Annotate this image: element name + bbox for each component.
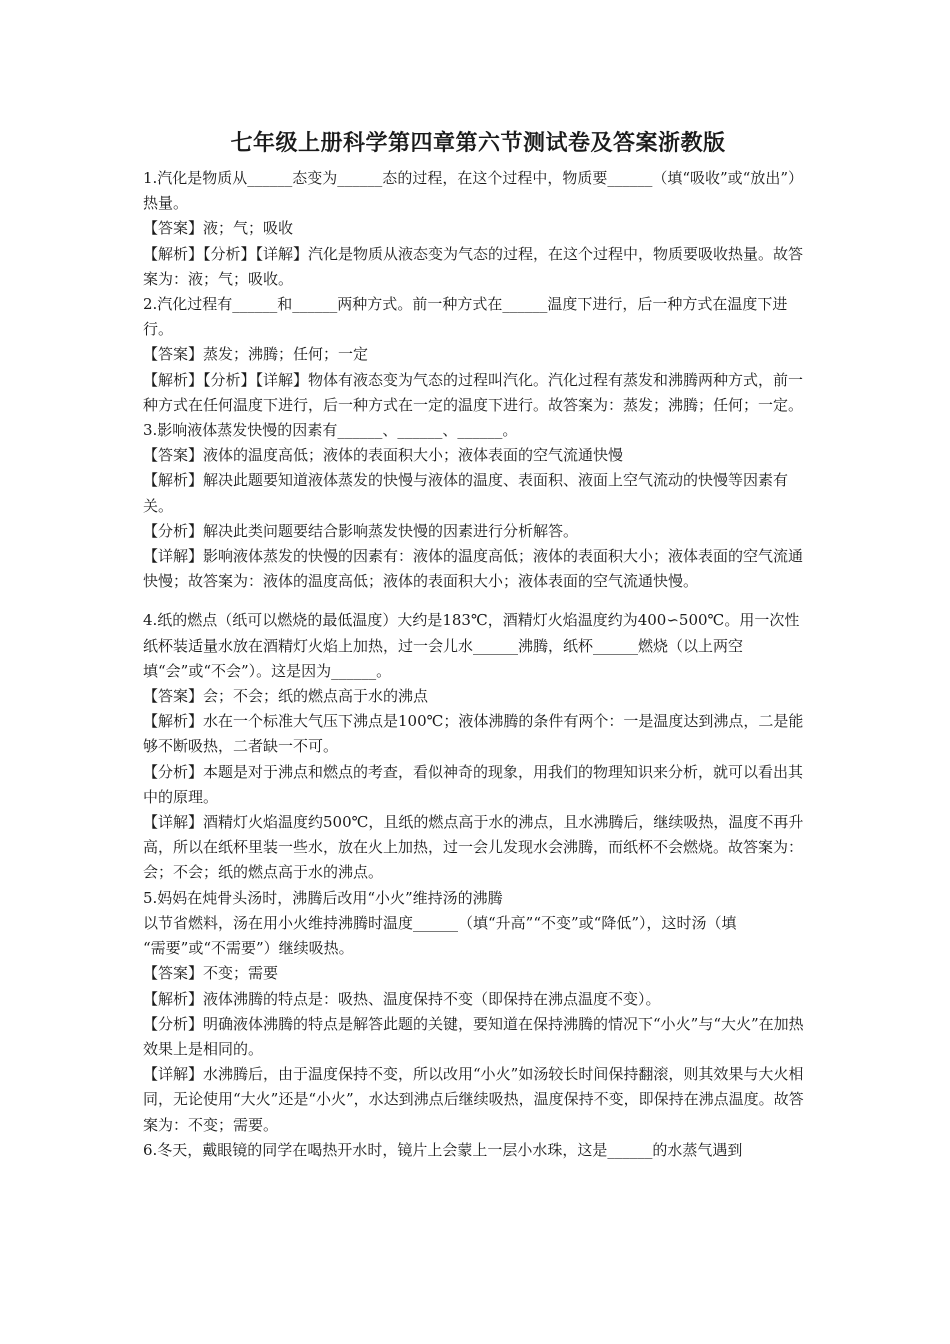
paragraph: 【答案】液；气；吸收 bbox=[143, 219, 294, 238]
paragraph: 【分析】本题是对于沸点和燃点的考查，看似神奇的现象，用我们的物理知识来分析，就可以看出其中的原理。 bbox=[143, 762, 804, 806]
paragraph: 【解析】水在一个标准大气压下沸点是100℃；液体沸腾的条件有两个：一是温度达到沸点，二是能够不断吸热，二者缺一不可。 bbox=[143, 712, 804, 756]
document-body bbox=[143, 166, 813, 1163]
paragraph bbox=[143, 594, 813, 608]
paragraph: “需要”或“不需要”）继续吸热。 bbox=[143, 939, 354, 958]
paragraph: 5.妈妈在炖骨头汤时，沸腾后改用“小火”维持汤的沸腾 bbox=[143, 888, 503, 907]
paragraph: 【详解】水沸腾后，由于温度保持不变，所以改用“小火”如汤较长时间保持翻滚，则其效果与大火相同，无论使用“大火”还是“小火”，水达到沸点后继续吸热，温度保持不变，即保持在沸点温度。故答案为：不变；需要。 bbox=[143, 1065, 804, 1134]
paragraph: 6.冬天，戴眼镜的同学在喝热开水时，镜片上会蒙上一层小水珠，这是______的水蒸气遇到 bbox=[143, 1140, 743, 1159]
paragraph: 3.影响液体蒸发快慢的因素有______、______、______。 bbox=[143, 421, 518, 440]
paragraph: 以节省燃料，汤在用小火维持沸腾时温度______（填“升高”“不变”或“降低”），这时汤（填 bbox=[143, 913, 737, 932]
paragraph: 【详解】酒精灯火焰温度约500℃，且纸的燃点高于水的沸点，且水沸腾后，继续吸热，温度不再升高，所以在纸杯里装一些水，放在火上加热，过一会儿发现水会沸腾，而纸杯不会燃烧。故答案为：会；不会；纸的燃点高于水的沸点。 bbox=[143, 813, 804, 882]
paragraph: 【解析】【分析】【详解】汽化是物质从液态变为气态的过程，在这个过程中，物质要吸收热量。故答案为：液；气；吸收。 bbox=[143, 244, 804, 288]
paragraph: 1.汽化是物质从______态变为______态的过程，在这个过程中，物质要______（填“吸收”或“放出”）热量。 bbox=[143, 169, 803, 213]
paragraph: 2.汽化过程有______和______两种方式。前一种方式在______温度下进行，后一种方式在温度下进行。 bbox=[143, 295, 788, 339]
paragraph: 4.纸的燃点（纸可以燃烧的最低温度）大约是183℃，酒精灯火焰温度约为400∽500℃。用一次性纸杯装适量水放在酒精灯火焰上加热，过一会儿水______沸腾，纸杯______燃烧（以上两空填“会”或“不会”）。这是因为______。 bbox=[143, 611, 800, 680]
paragraph: 【解析】解决此题要知道液体蒸发的快慢与液体的温度、表面积、液面上空气流动的快慢等因素有关。 bbox=[143, 471, 789, 515]
document-page bbox=[143, 128, 813, 1163]
paragraph: 【答案】不变；需要 bbox=[143, 964, 279, 983]
paragraph: 【解析】液体沸腾的特点是：吸热、温度保持不变（即保持在沸点温度不变）。 bbox=[143, 989, 661, 1008]
paragraph: 【答案】会；不会；纸的燃点高于水的沸点 bbox=[143, 687, 429, 706]
paragraph: 【解析】【分析】【详解】物体有液态变为气态的过程叫汽化。汽化过程有蒸发和沸腾两种方式，前一种方式在任何温度下进行，后一种方式在一定的温度下进行。故答案为：蒸发；沸腾；任何；一定。 bbox=[143, 370, 804, 414]
paragraph: 【详解】影响液体蒸发的快慢的因素有：液体的温度高低；液体的表面积大小；液体表面的空气流通快慢；故答案为：液体的温度高低；液体的表面积大小；液体表面的空气流通快慢。 bbox=[143, 547, 804, 591]
paragraph: 【答案】液体的温度高低；液体的表面积大小；液体表面的空气流通快慢 bbox=[143, 446, 624, 465]
paragraph: 【答案】蒸发；沸腾；任何；一定 bbox=[143, 345, 369, 364]
document-title: 七年级上册科学第四章第六节测试卷及答案浙教版 bbox=[230, 130, 726, 156]
paragraph: 【分析】解决此类问题要结合影响蒸发快慢的因素进行分析解答。 bbox=[143, 521, 579, 540]
paragraph: 【分析】明确液体沸腾的特点是解答此题的关键，要知道在保持沸腾的情况下“小火”与“大火”在加热效果上是相同的。 bbox=[143, 1014, 804, 1058]
